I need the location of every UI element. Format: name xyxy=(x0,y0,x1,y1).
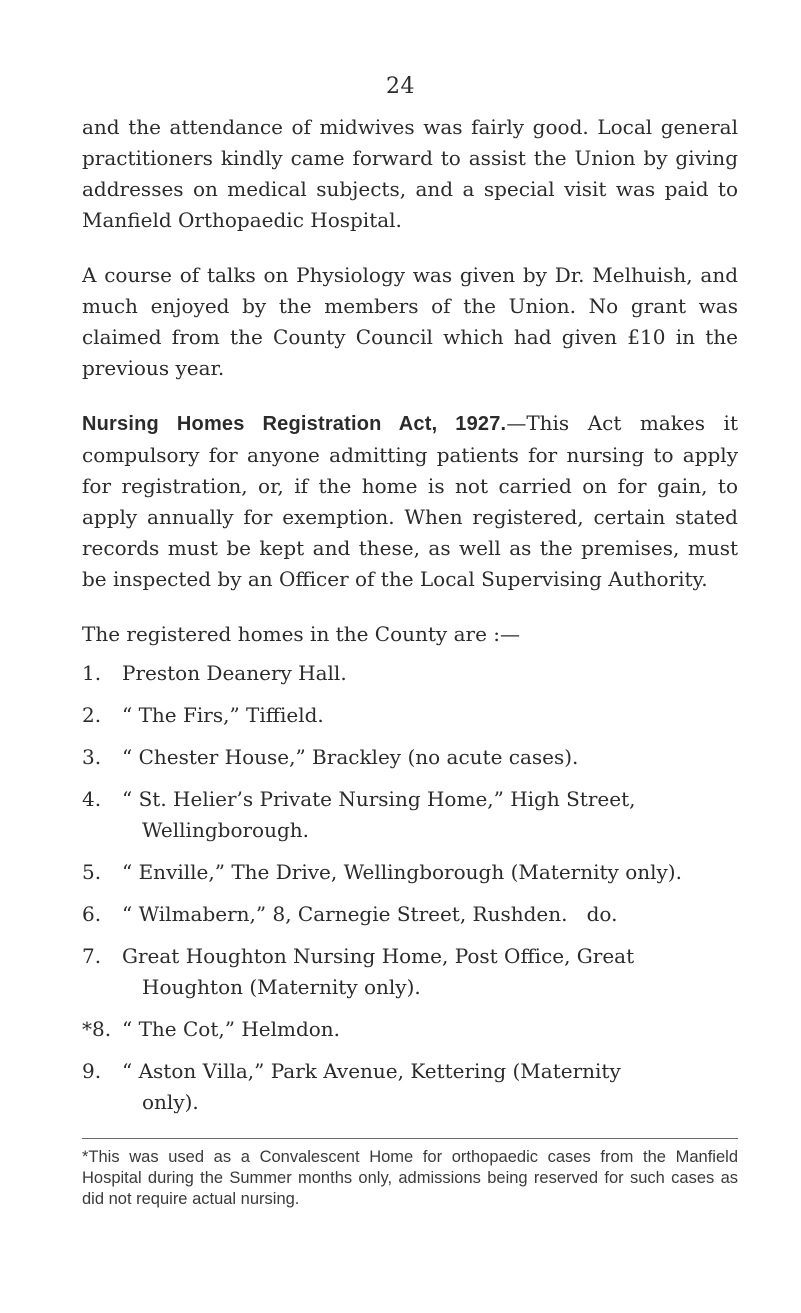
list-item-line: “ The Cot,” Helmdon. xyxy=(122,1017,341,1041)
list-item-line: “ The Firs,” Tiffield. xyxy=(122,703,324,727)
list-item xyxy=(82,941,738,1003)
list-item-number: 1. xyxy=(82,661,102,685)
footnote: *This was used as a Convalescent Home for orthopaedic cases from the Manfield Hospital during the Summer months only, admissions being reserved for such cases as did not require actual nursing. xyxy=(82,1148,738,1208)
list-item-text xyxy=(122,658,738,689)
paragraph-midwives: and the attendance of midwives was fairly good. Local general practitioners kindly came forward to assist the Union by giving addresses on medical subjects, and a special visit was paid to Manfield Orthopaedic Hospital. xyxy=(82,115,738,232)
list-item-number: 9. xyxy=(82,1059,102,1083)
list-item-continuation: Wellingborough. xyxy=(142,818,310,842)
list-item-text xyxy=(122,857,738,888)
page-number: 24 xyxy=(386,74,415,99)
list-item xyxy=(82,1014,738,1045)
list-item-number: 5. xyxy=(82,860,102,884)
list-item-number: 4. xyxy=(82,787,102,811)
list-item-continuation: Houghton (Maternity only). xyxy=(142,975,421,999)
list-item-text xyxy=(122,941,738,1003)
homes-list-intro: The registered homes in the County are :— xyxy=(82,622,521,646)
list-item-number: 7. xyxy=(82,944,102,968)
list-item xyxy=(82,1056,738,1118)
list-item-text xyxy=(122,700,738,731)
list-item xyxy=(82,700,738,731)
list-item-line: Preston Deanery Hall. xyxy=(122,661,347,685)
section-heading: Nursing Homes Registration Act, 1927. xyxy=(82,413,507,435)
paragraph-nursing-homes-act xyxy=(82,408,738,595)
section-body: —This Act makes it compulsory for anyone admitting patients for nursing to apply for registration, or, if the home is not carried on for gain, to apply annually for exemption. When registered, certain stated records must be kept and these, as well as the premises, must be inspected by an Officer of the Local Supervising Authority. xyxy=(82,411,738,591)
list-item-text xyxy=(122,742,738,773)
list-item-number: 6. xyxy=(82,902,102,926)
list-item-text xyxy=(122,1014,738,1045)
list-item-line: “ St. Helier’s Private Nursing Home,” High Street, xyxy=(122,787,636,811)
list-item-number: 2. xyxy=(82,703,102,727)
list-item xyxy=(82,742,738,773)
list-item-line: Great Houghton Nursing Home, Post Office, Great xyxy=(122,944,635,968)
list-item-continuation: only). xyxy=(142,1090,199,1114)
list-item-text xyxy=(122,899,738,930)
list-item-line: “ Enville,” The Drive, Wellingborough (Maternity only). xyxy=(122,860,682,884)
list-item-number: 3. xyxy=(82,745,102,769)
list-item-line: “ Aston Villa,” Park Avenue, Kettering (Maternity xyxy=(122,1059,621,1083)
list-item-text xyxy=(122,1056,738,1118)
page-body xyxy=(82,112,738,1210)
paragraph-physiology-talks: A course of talks on Physiology was given by Dr. Melhuish, and much enjoyed by the members of the Union. No grant was claimed from the County Council which had given £10 in the previous year. xyxy=(82,263,738,380)
list-item-line: “ Wilmabern,” 8, Carnegie Street, Rushden. do. xyxy=(122,902,618,926)
list-item xyxy=(82,784,738,846)
registered-homes-list xyxy=(82,658,738,1118)
list-item xyxy=(82,899,738,930)
list-item-line: “ Chester House,” Brackley (no acute cases). xyxy=(122,745,579,769)
list-item xyxy=(82,658,738,689)
footnote-divider xyxy=(82,1138,738,1139)
list-item-number: *8. xyxy=(82,1017,112,1041)
list-item xyxy=(82,857,738,888)
list-item-text xyxy=(122,784,738,846)
